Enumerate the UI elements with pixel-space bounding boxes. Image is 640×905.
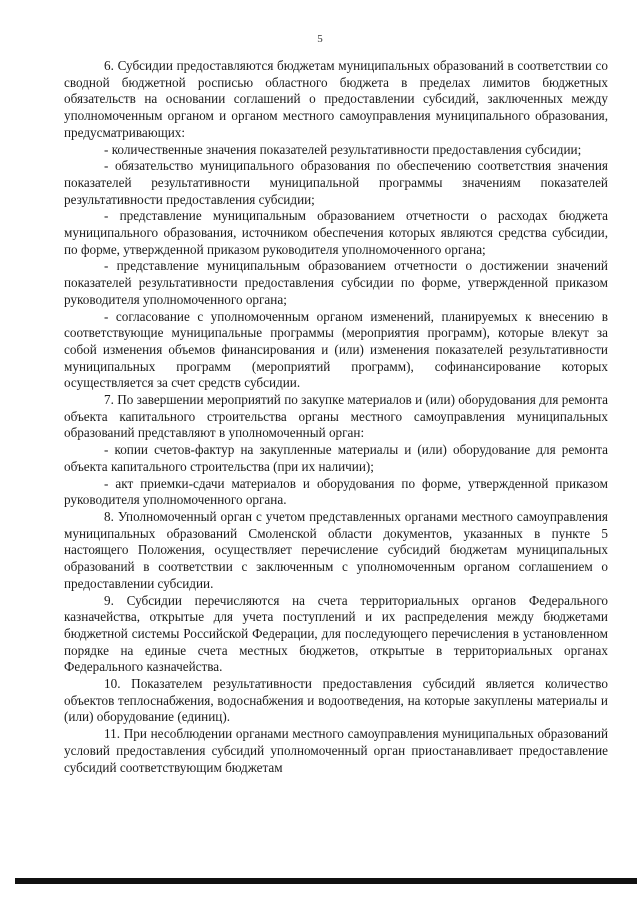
paragraph-7-item-acceptance-act: - акт приемки-сдачи материалов и оборудования по форме, утвержденной приказом руководителя уполномоченного органа. xyxy=(64,475,608,508)
paragraph-8: 8. Уполномоченный орган с учетом представленных органами местного самоуправления муниципальных образований Смоленской области документов, указанных в пункте 5 настоящего Положения, осуществляет перечисление субсидий бюджетам муниципальных образований в соответствии с заключенным с уполномоченным органом соглашением о предоставлении субсидии. xyxy=(64,508,608,591)
paragraph-10: 10. Показателем результативности предоставления субсидий является количество объектов теплоснабжения, водоснабжения и водоотведения, на которые закуплены материалы и (или) оборудование (единиц). xyxy=(64,676,608,725)
paragraph-11: 11. При несоблюдении органами местного самоуправления муниципальных образований условий предоставления субсидий уполномоченный орган приостанавливает предоставление субсидий соответствующим бюджетам xyxy=(64,726,608,775)
paragraph-6-item-obligation: - обязательство муниципального образования по обеспечению соответствия значения показателей результативности муниципальной программы значениям показателей результативности предоставления субсидии; xyxy=(64,158,608,207)
page-number: 5 xyxy=(317,33,323,45)
paragraph-9: 9. Субсидии перечисляются на счета территориальных органов Федерального казначейства, открытые для учета поступлений и их распределения между бюджетами бюджетной системы Российской Федерации, для последующего перечисления в установленном порядке на единые счета местных бюджетов, открытые в территориальных органах Федерального казначейства. xyxy=(64,592,608,675)
paragraph-6-item-coordination: - согласование с уполномоченным органом изменений, планируемых к внесению в соответствующие муниципальные программы (мероприятия программ), которые влекут за собой изменения объемов финансирования и (или) изменения показателей результативности муниципальных программ (мероприятий программ), софинансирование которых осуществляется за счет средств субсидии. xyxy=(64,308,608,391)
document-body xyxy=(64,58,608,776)
paragraph-6-item-results-report: - представление муниципальным образованием отчетности о достижении значений показателей результативности предоставления субсидии по форме, утвержденной приказом руководителя уполномоченного органа; xyxy=(64,258,608,307)
paragraph-6-item-expense-report: - представление муниципальным образованием отчетности о расходах бюджета муниципального образования, источником обеспечения которых являются средства субсидии, по форме, утвержденной приказом руководителя уполномоченного органа; xyxy=(64,208,608,257)
paragraph-7-item-invoices: - копии счетов-фактур на закупленные материалы и (или) оборудование для ремонта объекта капитального строительства (при их наличии); xyxy=(64,442,608,474)
paragraph-6: 6. Субсидии предоставляются бюджетам муниципальных образований в соответствии со сводной бюджетной росписью областного бюджета в пределах лимитов бюджетных обязательств на основании соглашений о предоставлении субсидий, заключенных между уполномоченным органом и органом местного самоуправления муниципального образования, предусматривающих: xyxy=(64,58,608,140)
paragraph-6-item-indicators: - количественные значения показателей результативности предоставления субсидии; xyxy=(104,141,582,157)
scan-bottom-border xyxy=(15,878,637,884)
paragraph-7: 7. По завершении мероприятий по закупке материалов и (или) оборудования для ремонта объекта капитального строительства органы местного самоуправления муниципальных образований представляют в уполномоченный орган: xyxy=(64,392,608,441)
